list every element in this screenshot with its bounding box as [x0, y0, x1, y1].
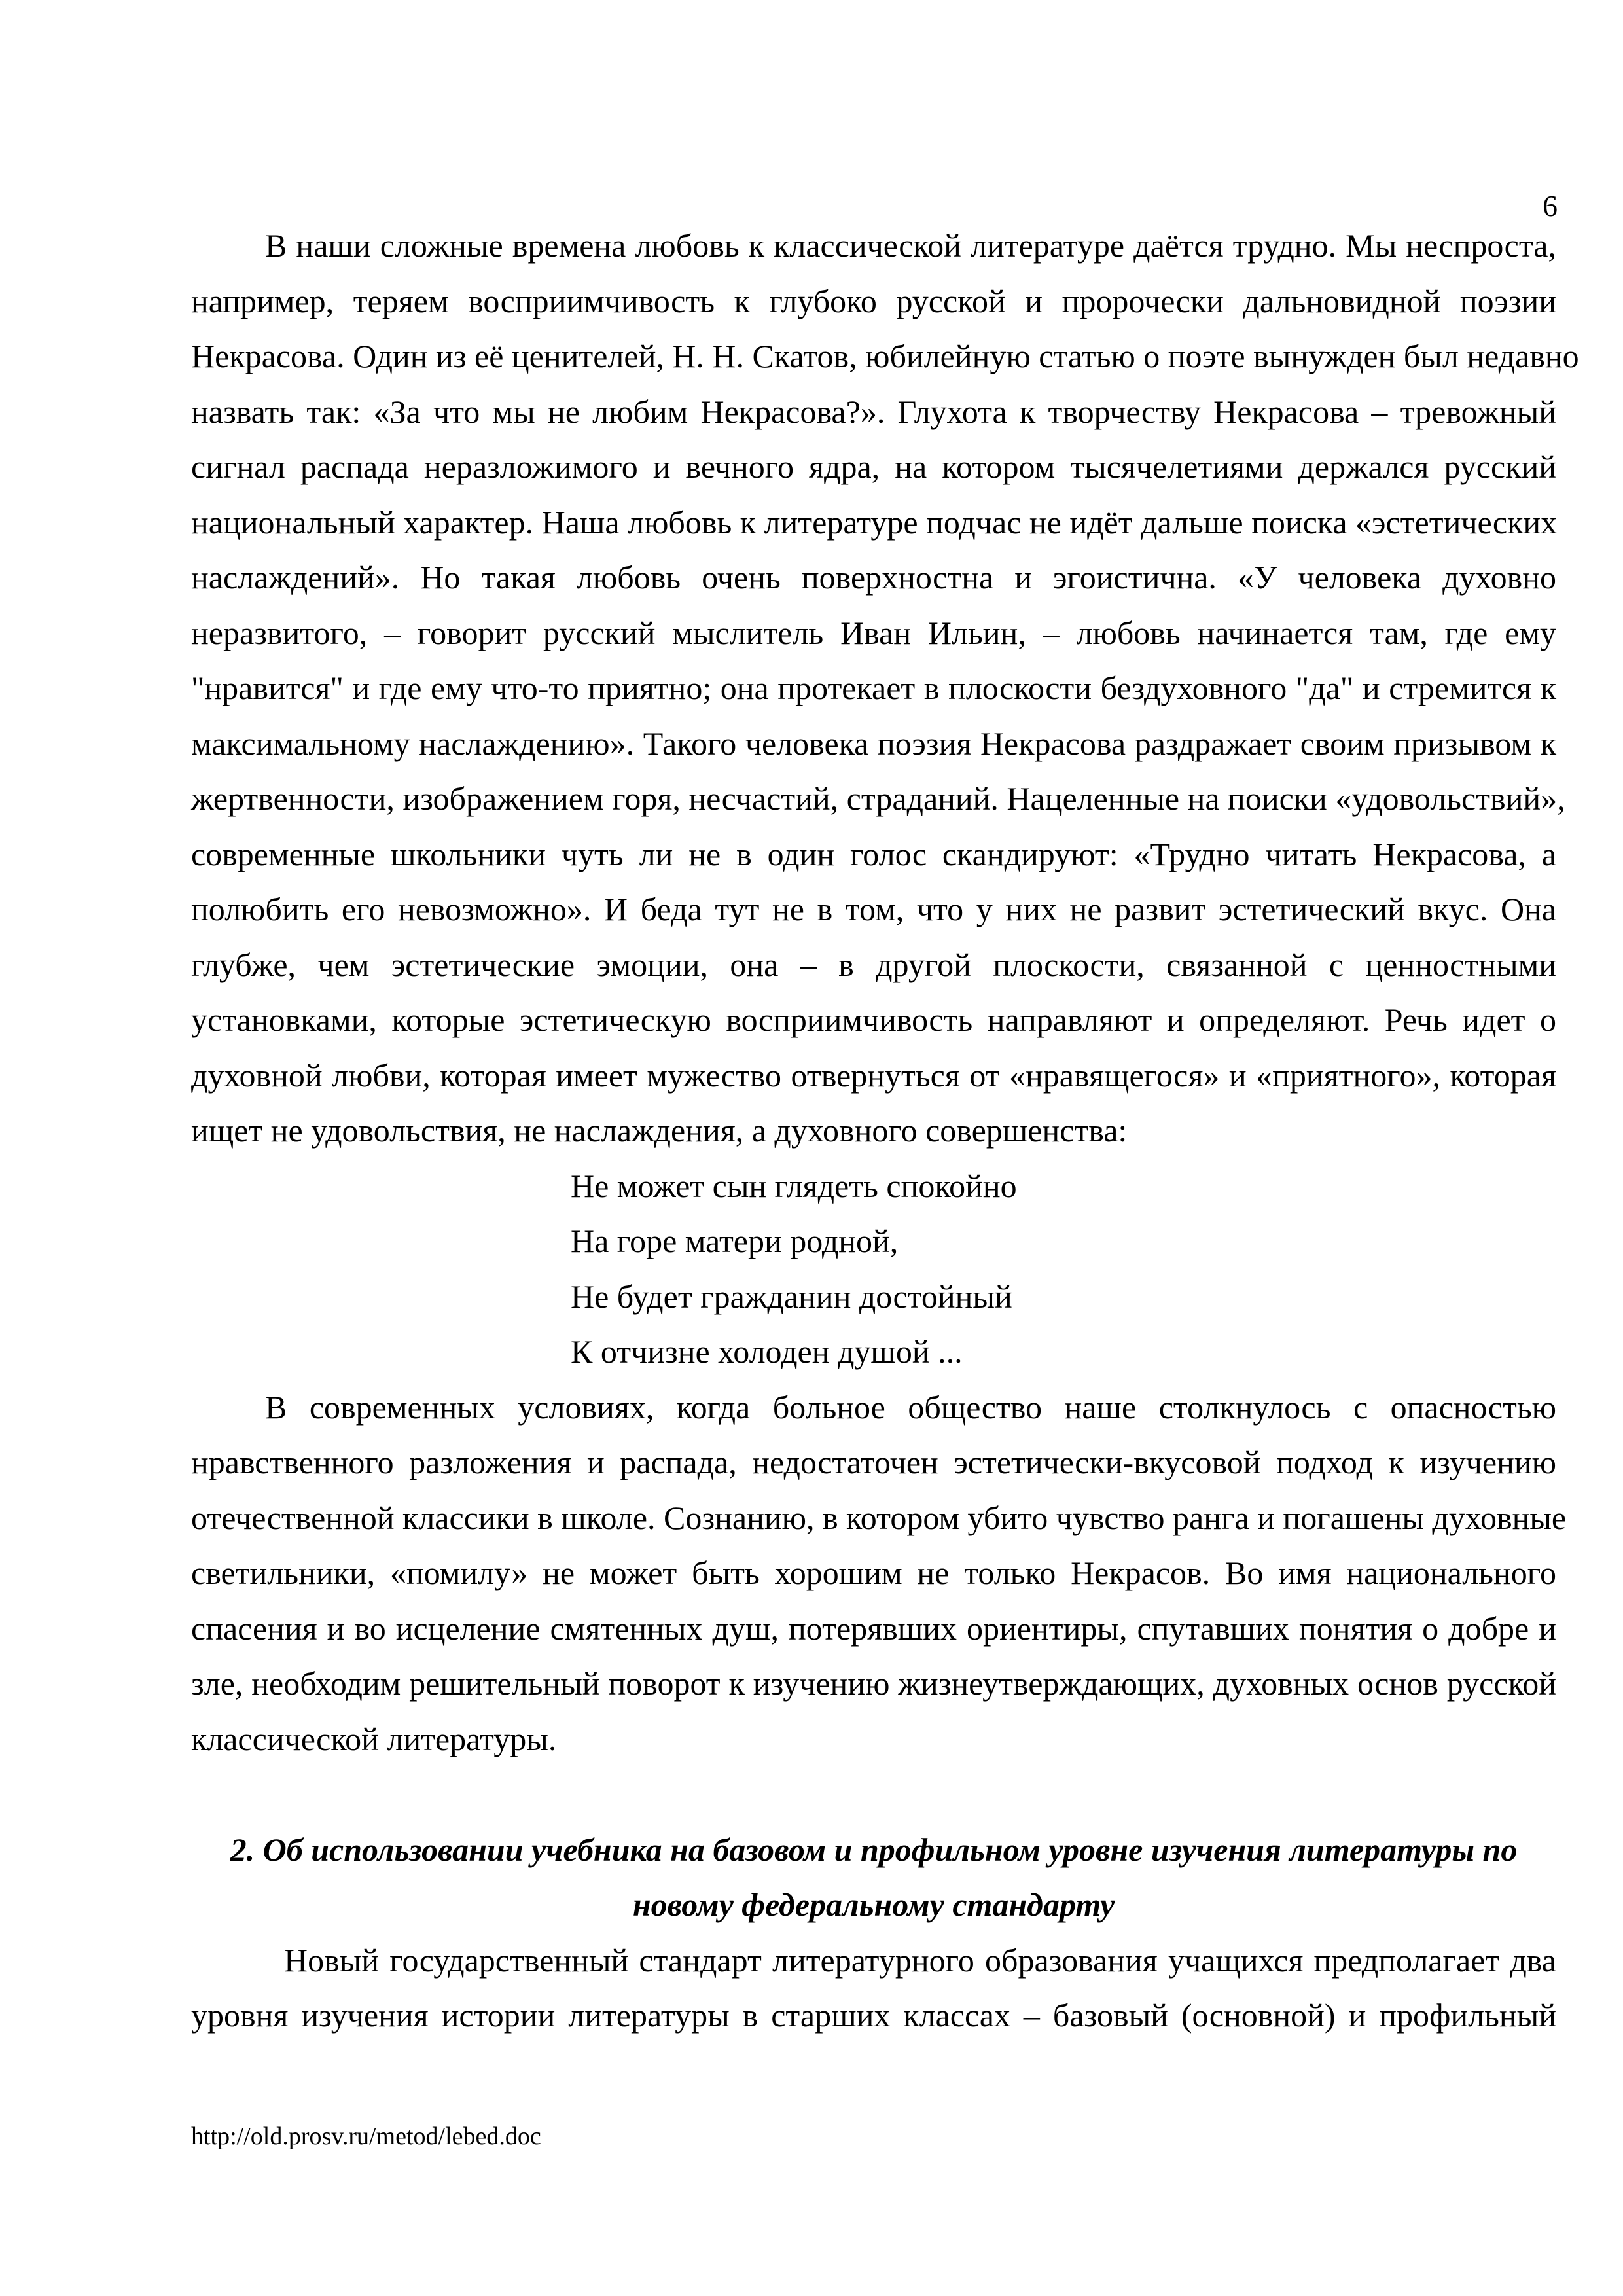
text-line: "нравится" и где ему что-то приятно; она протекает в плоскости бездуховного "да" и стремится к	[191, 670, 1556, 706]
paragraph-1	[191, 218, 1579, 1158]
text-line: неразвитого, – говорит русский мыслитель Иван Ильин, – любовь начинается там, где ему	[191, 614, 1556, 651]
poem-line: К отчизне холоден душой ...	[571, 1333, 963, 1370]
poem-line: Не может сын глядеть спокойно	[571, 1167, 1017, 1204]
text-line: классической литературы.	[191, 1720, 557, 1757]
blank-line	[191, 1767, 1556, 1822]
text-line: ищет не удовольствия, не наслаждения, а духовного совершенства:	[191, 1112, 1128, 1149]
page-number: 6	[1543, 189, 1558, 223]
text-line: Новый государственный стандарт литературного образования учащихся предполагает два	[284, 1941, 1556, 1979]
text-line: уровня изучения истории литературы в старших классах – базовый (основной) и профильный	[191, 1997, 1556, 2034]
text-line: установками, которые эстетическую восприимчивость направляют и определяют. Речь идет о	[191, 1001, 1556, 1038]
text-line: современные школьники чуть ли не в один голос скандируют: «Трудно читать Некрасова, а	[191, 835, 1556, 872]
paragraph-2	[191, 1380, 1567, 1767]
text-line: спасения и во исцеление смятенных душ, потерявших ориентиры, спутавших понятия о добре и	[191, 1609, 1556, 1647]
text-line: В наши сложные времена любовь к классической литературе даётся трудно. Мы неспроста,	[265, 227, 1556, 264]
poem-line: Не будет гражданин достойный	[571, 1278, 1012, 1315]
paragraph-3	[191, 1933, 1556, 2043]
text-line: духовной любви, которая имеет мужество отвернуться от «нравящегося» и «приятного», которая	[191, 1056, 1556, 1094]
text-line: В современных условиях, когда больное общество наше столкнулось с опасностью	[265, 1388, 1556, 1426]
text-line: максимальному наслаждению». Такого человека поэзия Некрасова раздражает своим призывом к	[191, 725, 1556, 762]
poem-line: На горе матери родной,	[571, 1223, 899, 1259]
text-line: например, теряем восприимчивость к глубоко русской и пророчески дальновидной поэзии	[191, 282, 1556, 319]
heading-line: новому федеральному стандарту	[632, 1886, 1115, 1923]
footer-url: http://old.prosv.ru/metod/lebed.doc	[191, 2123, 541, 2150]
text-line: национальный характер. Наша любовь к литературе подчас не идёт дальше поиска «эстетических	[191, 503, 1558, 541]
text-line: нравственного разложения и распада, недостаточен эстетически-вкусовой подход к изучению	[191, 1444, 1556, 1480]
document-body	[191, 218, 1579, 2043]
section-heading	[191, 1822, 1556, 1933]
text-line: жертвенности, изображением горя, несчастий, страданий. Нацеленные на поиски «удовольствий»,	[191, 780, 1565, 817]
text-line: Некрасова. Один из её ценителей, Н. Н. Скатов, юбилейную статью о поэте вынужден был недавно	[191, 338, 1579, 374]
text-line: отечественной классики в школе. Сознанию, в котором убито чувство ранга и погашены духовные	[191, 1499, 1567, 1536]
text-line: полюбить его невозможно». И беда тут не в том, что у них не развит эстетический вкус. Она	[191, 891, 1556, 927]
text-line: сигнал распада неразложимого и вечного ядра, на котором тысячелетиями держался русский	[191, 448, 1556, 485]
text-line: наслаждений». Но такая любовь очень поверхностна и эгоистична. «У человека духовно	[191, 559, 1556, 596]
heading-line: 2. Об использовании учебника на базовом и профильном уровне изучения литературы по	[230, 1831, 1518, 1868]
text-line: зле, необходим решительный поворот к изучению жизнеутверждающих, духовных основ русской	[191, 1665, 1556, 1702]
text-line: назвать так: «За что мы не любим Некрасова?». Глухота к творчеству Некрасова – тревожный	[191, 393, 1556, 430]
poem-quote	[191, 1158, 1556, 1380]
text-line: глубже, чем эстетические эмоции, она – в другой плоскости, связанной с ценностными	[191, 946, 1556, 983]
text-line: светильники, «помилу» не может быть хорошим не только Некрасов. Во имя национального	[191, 1554, 1556, 1591]
